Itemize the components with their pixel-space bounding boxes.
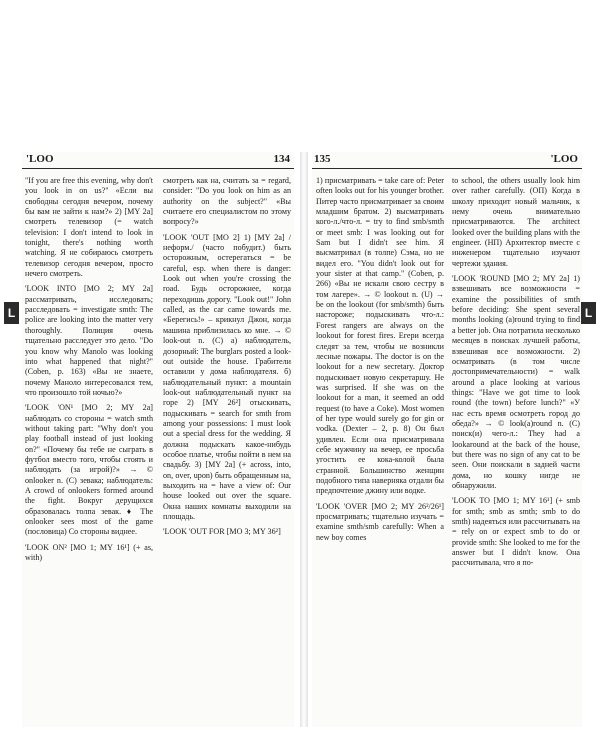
entry-look-into: 'LOOK INTO [MO 2; MY 2a] рассматривать, исследовать; расследовать = investigate smth: The police are looking into the matter very thoroughly. Полиция очень тщательно расследует это дело. "Do you know why Manolo was looking into what happened that night?" (Coben, p. 163) «Вы не знаете, почему Маноло интересовался тем, что произошло той ночью?» (25, 284, 153, 397)
entry-look-out-for: 'LOOK 'OUT FOR [MO 3; MY 36²] (163, 527, 281, 537)
entry-look-to: 'LOOK TO [MO 1; MY 16¹] (+ smb for smth; smb as smth; smb to do smth) надеяться или рассчитывать на = rely on or expect smb to do or provide smth: She looked to me for the answer but I didn't know. Она рассчитывала, что я по- (452, 496, 580, 568)
thumb-index-tab-left: L (4, 302, 19, 324)
entry-look-round: 'LOOK 'ROUND [MO 2; MY 2a] 1) взвешивать все возможности = examine the possibilities of smth before deciding: She spent several months looking (a)round trying to find a better job. Она потратила несколько месяцев в поисках лучшей работы, взвешивая все возможности. 2) осматривать (в том числе достопримечательности) = walk around a place looking at various things: "Have we got time to look round (the town) before lunch?" «У нас есть время осмотреть город до обеда?» → © look(a)round n. (C) поиск(и) чего-л.: They had a lookaround at the back of the house, but there was no sign of any cat to be seen. Они поискали в задней части дома, но кошку нигде не обнаружили. (452, 274, 580, 490)
dictionary-column (316, 176, 444, 548)
entry-continuation: to school, the others usually look him over rather carefully. (ОП) Когда в школу приходит новый мальчик, к нему очень внимательно присматриваются. The architect looked over the building plans with the engineer. (НП) Архитектор вместе с инженером тщательно изучают чертежи здания. (452, 176, 580, 268)
entry-continuation: "If you are free this evening, why don't you look in on us?" «Если вы свободны сегодня вечером, почему бы вам не зайти к нам?» 2) [MY 2a] смотреть телевизор (= watch television: I don't intend to look in tonight, there's nothing worth watching. Я не собираюсь смотреть телевизор сегодня вечером, просто нечего смотреть. (25, 176, 153, 279)
entry-look-on-1: 'LOOK 'ON¹ [MO 2; MY 2a] наблюдать со стороны = watch smth without taking part: "Why don't you play football instead of just looking on?" «Почему бы тебе не сыграть в футбол вместо того, чтобы стоять и наблюдать (за игрой)?» → © onlooker n. (C) зевака; наблюдатель: A crowd of onlookers formed around the fight. Вокруг дерущихся образовалась толпа зевак. ♦ The onlooker sees most of the game (пословица) Со стороны виднее. (25, 403, 153, 537)
left-page (22, 152, 294, 727)
book-gutter (300, 152, 308, 727)
entry-look-out: 'LOOK 'OUT [MO 2] 1) [MY 2a] /неформ./ (часто побудит.) быть осторожным, остерегаться = be careful, esp. when there is danger: Look out when you're crossing the road. Будь осторожнее, когда переходишь дорогу. "Look out!" John called, as the car came towards me. «Берегись!» – крикнул Джон, когда машина приблизилась ко мне. → © look-out n. (C) a) наблюдатель, дозорный: The burglars posted a look-out outside the house. Грабители оставили у дома наблюдателя. б) наблюдательный пункт: a mountain look-out наблюдательный пункт на горе 2) [MY 26²] отыскивать, подыскивать = search for smth from among your possessions: I must look out a special dress for the wedding. Я должна подыскать какое-нибудь особое платье, чтобы пойти в нем на свадьбу. 3) [MY 2a] (+ across, into, on, over, upon) быть обращенным на, выходить на = have a view of: Our house looked out over the square. Окна наших комнаты выходили на площадь. (163, 232, 291, 521)
entry-look-over: 'LOOK 'OVER [MO 2; MY 26²/26¹] просматривать; тщательно изучать = examine smth/smb carefully: When a new boy comes (316, 501, 444, 542)
page-number: 135 (314, 153, 331, 165)
dictionary-column (452, 176, 580, 574)
running-headword: 'LOO (26, 153, 54, 165)
running-headword: 'LOO (550, 153, 578, 165)
entry-continuation: 1) присматривать = take care of: Peter often looks out for his younger brother. Питер часто присматривает за своим младшим братом. 2) высматривать кого-л./что-л. = try to find smb/smth or meet smb: I was looking out for Sam but I didn't see him. Я высматривал (в толпе) Сэма, но не видел его. "You didn't look out for your sister at that camp." (Coben, p. 266) «Вы не искали свою сестру в том лагере». → © lookout n. (U) → be on the lookout (for smb/smth) быть настороже; подыскивать что-л.: Forest rangers are always on the lookout for forest fires. Егери всегда следят за тем, чтобы не возникли лесные пожары. The doctor is on the lookout for a new secretary. Доктор подыскивает новую секретаршу. He was surprised. If she was on the lookout for a man, it seemed an odd request (to have a Coke). Most women of her type would surely go for gin or vodka. (Dexter – 2, p. 8) Он был удивлен. Если она присматривала себе мужчину на вечер, ее просьба угостить ее кока-колой была странной. Большинство женщин подобного типа наверняка отдали бы предпочтение джину или водке. (316, 176, 444, 496)
running-header-left (22, 152, 294, 169)
entry-look-on-2: 'LOOK ON² [MO 1; MY 16¹] (+ as, with) (25, 542, 153, 563)
page-number: 134 (273, 153, 290, 165)
right-page (312, 152, 582, 727)
thumb-index-tab-right: L (581, 302, 596, 324)
dictionary-column (163, 176, 291, 543)
dictionary-column (25, 176, 153, 568)
running-header-right (312, 152, 582, 169)
entry-continuation: смотреть как на, считать за = regard, consider: "Do you look on him as an authority on the subject?" «Вы считаете его специалистом по этому вопросу?» (163, 176, 291, 227)
